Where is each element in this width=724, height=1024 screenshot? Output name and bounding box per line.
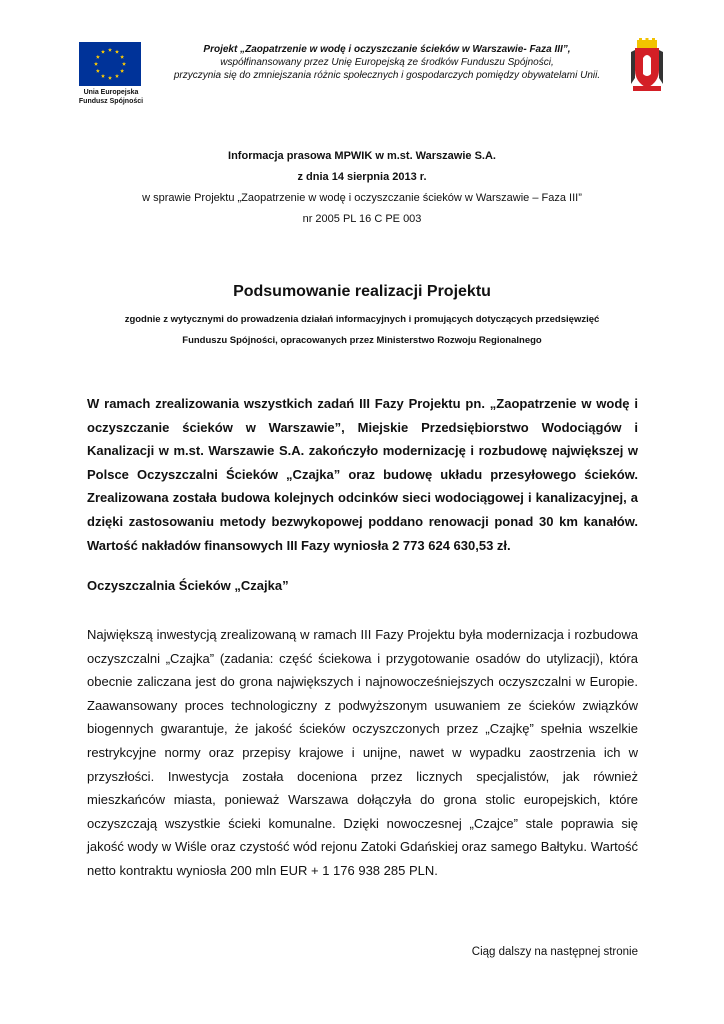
eu-caption-line1: Unia Europejska bbox=[83, 89, 139, 96]
body-paragraph: Największą inwestycją zrealizowaną w ramach III Fazy Projektu była modernizacja i rozbudowa oczyszczalni „Czajka” (zadania: część ściekowa i przygotowanie osadów do utylizacji), która obecnie zaliczana jest do grona największych i najnowocześniejszych oczyszczalni w Europie. Zaawansowany proces technologiczny z podwyższonym usuwaniem ze ścieków związków biogennych gwarantuje, że jakość ścieków oczyszczonych przez „Czajkę” spełnia wszelkie restrykcyjne normy oraz przepisy krajowe i unijne, nawet w wypadku zaostrzenia ich w przyszłości. Inwestycja została doceniona przez licznych specjalistów, jak również mieszkańców miasta, ponieważ Warszawa dołączyła do grona stolic europejskich, które oczyszczają wszystkie ścieki komunalne. Dzięki nowoczesnej „Czajce” stale poprawia się jakość wody w Wiśle oraz czystość wód rejonu Zatoki Gdańskiej oraz samego Bałtyku. Wartość netto kontraktu wyniosła 200 mln EUR + 1 176 938 285 PLN. bbox=[87, 627, 638, 878]
project-header bbox=[152, 43, 622, 82]
document-title: Podsumowanie realizacji Projektu bbox=[233, 283, 491, 300]
eu-caption-line2: Fundusz Spójności bbox=[78, 98, 144, 105]
section-heading: Oczyszczalnia Ścieków „Czajka” bbox=[87, 578, 289, 593]
subtitle-line2: Funduszu Spójności, opracowanych przez Ministerstwo Rozwoju Regionalnego bbox=[182, 335, 542, 346]
press-info-title: Informacja prasowa MPWIK w m.st. Warszawie S.A. bbox=[228, 150, 496, 162]
press-info-subject: w sprawie Projektu „Zaopatrzenie w wodę i oczyszczanie ścieków w Warszawie – Faza III” bbox=[142, 192, 582, 204]
project-header-funding: współfinansowany przez Unię Europejską ze środków Funduszu Spójności, bbox=[220, 57, 554, 68]
continued-note: Ciąg dalszy na następnej stronie bbox=[471, 946, 638, 958]
project-header-title: Projekt „Zaopatrzenie w wodę i oczyszczanie ścieków w Warszawie- Faza III”, bbox=[203, 44, 571, 55]
document-subtitle bbox=[80, 309, 644, 351]
eu-caption bbox=[70, 88, 152, 106]
subtitle-line1: zgodnie z wytycznymi do prowadzenia działań informacyjnych i promujących dotyczących przedsięwzięć bbox=[124, 314, 600, 325]
eu-flag-logo bbox=[79, 42, 141, 86]
project-header-purpose: przyczynia się do zmniejszania różnic społecznych i gospodarczych pomiędzy obywatelami Unii. bbox=[173, 70, 601, 81]
lead-paragraph: W ramach zrealizowania wszystkich zadań III Fazy Projektu pn. „Zaopatrzenie w wodę i oczyszczanie ścieków w Warszawie”, Miejskie Przedsiębiorstwo Wodociągów i Kanalizacji w m.st. Warszawie S.A. zakończyło modernizację i rozbudowę największej w Polsce Oczyszczalni Ścieków „Czajka” oraz budowę układu przesyłowego ścieków. Zrealizowana została budowa kolejnych odcinków sieci wodociągowej i kanalizacyjnej, a dzięki zastosowaniu metody bezwykopowej poddano renowacji ponad 30 km kanałów. Wartość nakładów finansowych III Fazy wyniosła 2 773 624 630,53 zł. bbox=[87, 396, 638, 553]
warsaw-crest-logo bbox=[629, 38, 665, 92]
press-info-date: z dnia 14 sierpnia 2013 r. bbox=[297, 171, 427, 183]
press-info-number: nr 2005 PL 16 C PE 003 bbox=[302, 213, 422, 225]
press-info bbox=[60, 146, 664, 230]
